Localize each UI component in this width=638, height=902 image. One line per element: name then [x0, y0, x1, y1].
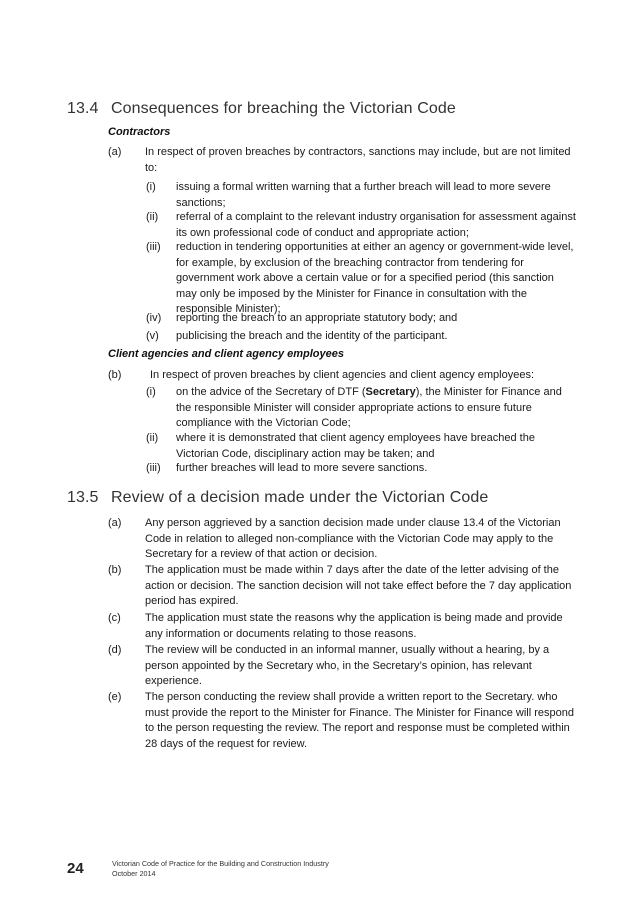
subclause-label: (ii): [146, 432, 159, 444]
clause-label: (b): [108, 369, 122, 381]
subclause-label: (v): [146, 330, 159, 342]
footer-text: [112, 859, 329, 879]
subclause-text: reduction in tendering opportunities at either an agency or government-wide level, for example, by exclusion of the breaching contractor from tendering for government work above a certain value or for a specified period (this sanction may only be imposed by the Minister for Finance in consultation with the responsible Minister);: [176, 241, 574, 315]
subclause-text: referral of a complaint to the relevant industry organisation for assessment against its own professional code of conduct and appropriate action;: [176, 211, 576, 239]
section-heading-13-4: [67, 100, 456, 118]
subclause-label: (i): [146, 386, 156, 398]
subclause-text: publicising the breach and the identity of the participant.: [176, 330, 448, 342]
subclause-text: where it is demonstrated that client agency employees have breached the Victorian Code, disciplinary action may be taken; and: [176, 432, 535, 460]
subclause-label: (ii): [146, 211, 159, 223]
clause-text: The person conducting the review shall provide a written report to the Secretary. who must provide the report to the Minister for Finance. The Minister for Finance will respond to the person requesting the review. The report and response must be completed within 28 days of the request for review.: [145, 691, 574, 750]
clause-text: In respect of proven breaches by contractors, sanctions may include, but are not limited to:: [145, 146, 571, 174]
text-run: ), the Minister for Finance and the responsible Minister will consider appropriate actions to ensure future compliance with the Victorian Code;: [176, 386, 562, 429]
subclause-text: issuing a formal written warning that a further breach will lead to more severe sanctions;: [176, 181, 551, 209]
subclause-text: [176, 385, 576, 432]
footer-date: October 2014: [112, 869, 156, 878]
clause-label: (b): [108, 564, 122, 576]
clause-label: (a): [108, 146, 122, 158]
subclause-label: (iii): [146, 241, 161, 253]
clause-label: (c): [108, 612, 121, 624]
defined-term: Secretary: [365, 386, 416, 398]
page-number: 24: [67, 860, 84, 877]
subclause-text: further breaches will lead to more severe sanctions.: [176, 462, 428, 474]
clause-label: (d): [108, 644, 122, 656]
clause-text: Any person aggrieved by a sanction decision made under clause 13.4 of the Victorian Code in relation to alleged non-compliance with the Victorian Code may apply to the Secretary for a review of that action or decision.: [145, 517, 561, 560]
section-number: 13.5: [67, 489, 99, 506]
section-number: 13.4: [67, 100, 99, 117]
text-run: on the advice of the Secretary of DTF (: [176, 386, 366, 398]
subclause-label: (i): [146, 181, 156, 193]
section-title: Review of a decision made under the Victorian Code: [111, 489, 489, 506]
section-heading-13-5: [67, 489, 488, 507]
clause-label: (a): [108, 517, 122, 529]
clause-text: In respect of proven breaches by client agencies and client agency employees:: [150, 369, 535, 381]
section-title: Consequences for breaching the Victorian Code: [111, 100, 456, 117]
clause-text: The application must state the reasons why the application is being made and provide any information or documents relating to those reasons.: [145, 612, 563, 640]
clause-label: (e): [108, 691, 122, 703]
subheading-contractors: Contractors: [108, 126, 171, 138]
subheading-client-agencies: Client agencies and client agency employees: [108, 348, 344, 360]
clause-text: The review will be conducted in an informal manner, usually without a hearing, by a person appointed by the Secretary who, in the Secretary’s opinion, has relevant experience.: [145, 644, 550, 687]
clause-text: The application must be made within 7 days after the date of the letter advising of the action or decision. The sanction decision will not take effect before the 7 day application period has expired.: [145, 564, 572, 607]
subclause-text: reporting the breach to an appropriate statutory body; and: [176, 312, 458, 324]
subclause-label: (iv): [146, 312, 162, 324]
subclause-label: (iii): [146, 462, 161, 474]
footer-title: Victorian Code of Practice for the Building and Construction Industry: [112, 859, 329, 868]
